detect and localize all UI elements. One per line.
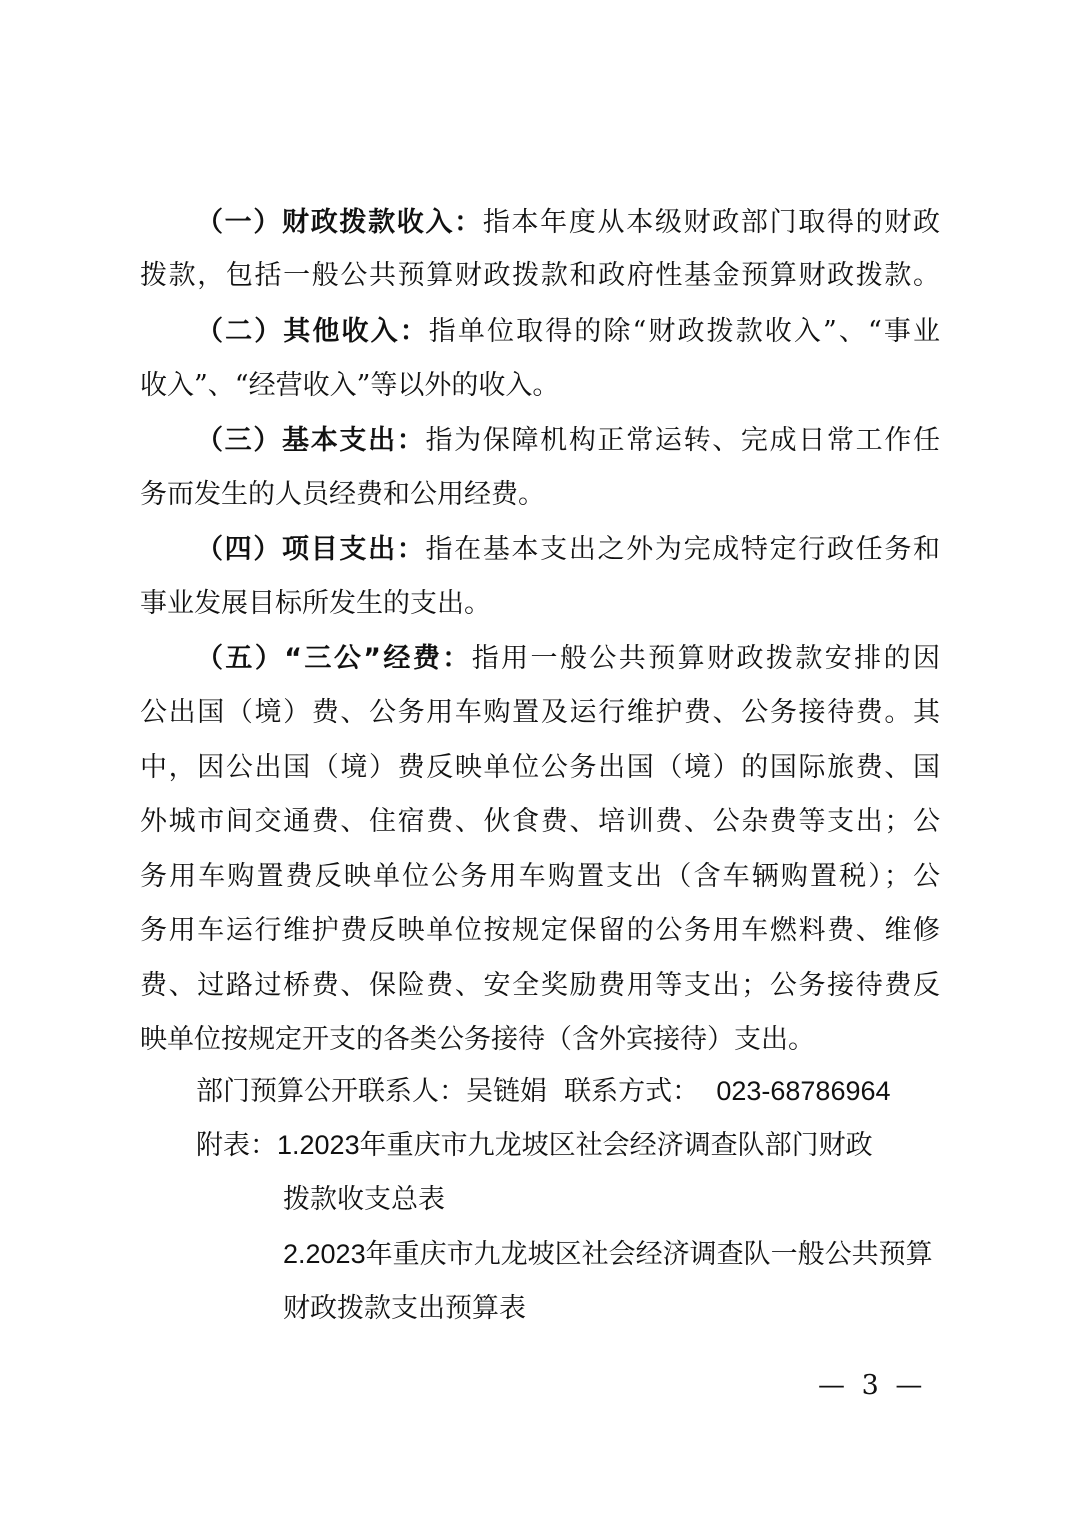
- attachments-label: 附表：: [196, 1130, 277, 1161]
- definition-3-line-1: [196, 423, 940, 459]
- definition-2-line-1: [196, 314, 940, 350]
- definition-5-line-1: [196, 641, 940, 677]
- contact-method-label: 联系方式：: [564, 1076, 700, 1107]
- contact-line: [196, 1073, 940, 1110]
- definition-2-text: 指单位取得的除“财政拨款收入”、“事业: [428, 316, 940, 347]
- definition-1-line-1: [196, 205, 940, 241]
- definition-5-line-6: 务用车运行维护费反映单位按规定保留的公务用车燃料费、维修: [140, 915, 940, 946]
- attachment-2-number: 2.2023: [283, 1239, 366, 1269]
- definition-1-line-2: 拨款，包括一般公共预算财政拨款和政府性基金预算财政拨款。: [140, 260, 940, 291]
- definition-4-text: 指在基本支出之外为完成特定行政任务和: [425, 534, 940, 565]
- definition-4-line-1: [196, 532, 940, 568]
- definition-3-heading: （三）基本支出：: [196, 425, 426, 456]
- attachment-1-line-1: [196, 1127, 940, 1164]
- definition-2-heading: （二）其他收入：: [196, 316, 429, 347]
- definition-5-line-7: 费、过路过桥费、保险费、安全奖励费用等支出；公务接待费反: [140, 970, 940, 1001]
- attachment-1-title: 年重庆市九龙坡区社会经济调查队部门财政: [359, 1130, 873, 1161]
- page-number: — 3 —: [818, 1370, 927, 1401]
- definition-5-line-3: 中，因公出国（境）费反映单位公务出国（境）的国际旅费、国: [140, 752, 940, 783]
- definition-5-line-2: 公出国（境）费、公务用车购置及运行维护费、公务接待费。其: [140, 697, 940, 728]
- definition-5-line-8: 映单位按规定开支的各类公务接待（含外宾接待）支出。: [140, 1024, 815, 1055]
- attachment-2-line-1: [283, 1236, 940, 1273]
- definition-3-text: 指为保障机构正常运转、完成日常工作任: [425, 425, 940, 456]
- definition-5-line-5: 务用车购置费反映单位公务用车购置支出（含车辆购置税）；公: [140, 861, 940, 892]
- definition-5-line-4: 外城市间交通费、住宿费、伙食费、培训费、公杂费等支出；公: [140, 806, 940, 837]
- contact-phone: 023-68786964: [716, 1076, 891, 1106]
- attachment-2-title: 年重庆市九龙坡区社会经济调查队一般公共预算: [365, 1239, 933, 1270]
- attachment-2-line-2: 财政拨款支出预算表: [283, 1293, 526, 1324]
- definition-1-heading: （一）财政拨款收入：: [196, 207, 483, 238]
- definition-5-text: 指用一般公共预算财政拨款安排的因: [471, 643, 940, 674]
- contact-person: 部门预算公开联系人：吴链娟: [196, 1076, 547, 1107]
- definition-4-heading: （四）项目支出：: [196, 534, 426, 565]
- attachment-1-line-2: 拨款收支总表: [283, 1184, 445, 1215]
- definition-3-line-2: 务而发生的人员经费和公用经费。: [140, 479, 545, 510]
- definition-2-line-2: 收入”、“经营收入”等以外的收入。: [140, 370, 560, 401]
- definition-5-heading: （五）“三公”经费：: [196, 643, 472, 674]
- definition-1-text: 指本年度从本级财政部门取得的财政: [482, 207, 940, 238]
- attachment-1-number: 1.2023: [277, 1130, 360, 1160]
- definition-4-line-2: 事业发展目标所发生的支出。: [140, 588, 491, 619]
